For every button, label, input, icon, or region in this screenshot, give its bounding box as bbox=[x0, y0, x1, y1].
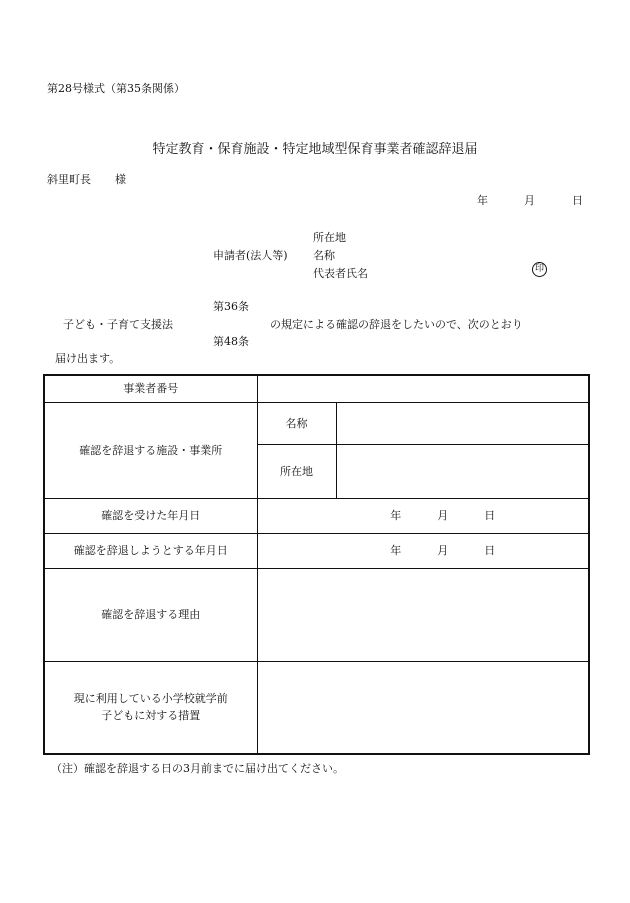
table-row bbox=[44, 375, 589, 402]
measures-label bbox=[44, 661, 257, 754]
table-row bbox=[44, 498, 589, 533]
addressee-honorific: 様 bbox=[115, 173, 126, 186]
facility-name-field bbox=[336, 402, 589, 444]
addressee-name: 斜里町長 bbox=[47, 173, 91, 186]
law-name: 子ども・子育て支援法 bbox=[63, 318, 173, 331]
confirmed-date-year: 年 bbox=[390, 509, 402, 522]
facility-label: 確認を辞退する施設・事業所 bbox=[44, 402, 257, 498]
statement-body: の規定による確認の辞退をしたいので、次のとおり bbox=[270, 318, 523, 331]
representative-name-label: 代表者氏名 bbox=[313, 267, 368, 280]
applicant-address-label: 所在地 bbox=[313, 231, 346, 244]
reason-field bbox=[257, 568, 589, 661]
table-row bbox=[44, 568, 589, 661]
confirmed-date-month: 月 bbox=[437, 509, 449, 522]
measures-field bbox=[257, 661, 589, 754]
business-number-label: 事業者番号 bbox=[44, 375, 257, 402]
footnote: （注）確認を辞退する日の3月前までに届け出てください。 bbox=[51, 762, 344, 775]
article-48: 第48条 bbox=[213, 335, 249, 348]
confirmed-date-field bbox=[257, 498, 589, 533]
facility-address-field bbox=[336, 444, 589, 498]
facility-address-label: 所在地 bbox=[257, 444, 336, 498]
withdrawal-form-table bbox=[43, 374, 590, 755]
applicant-name-label: 名称 bbox=[313, 249, 335, 262]
confirmed-date-day: 日 bbox=[484, 509, 496, 522]
table-row bbox=[44, 661, 589, 754]
date-month-label: 月 bbox=[524, 194, 535, 207]
table-row bbox=[44, 402, 589, 444]
measures-label-line1: 現に利用している小学校就学前 bbox=[73, 692, 228, 706]
withdraw-date-field bbox=[257, 533, 589, 568]
addressee bbox=[47, 171, 126, 187]
document-title: 特定教育・保育施設・特定地域型保育事業者確認辞退届 bbox=[152, 142, 478, 157]
measures-label-line2: 子どもに対する措置 bbox=[101, 709, 201, 723]
applicant-label: 申請者(法人等) bbox=[213, 249, 288, 262]
business-number-field bbox=[257, 375, 589, 402]
withdraw-date-year: 年 bbox=[390, 544, 402, 557]
withdraw-date-day: 日 bbox=[484, 544, 496, 557]
facility-name-label: 名称 bbox=[257, 402, 336, 444]
form-number: 第28号様式（第35条関係） bbox=[47, 82, 185, 95]
date-day-label: 日 bbox=[572, 194, 583, 207]
seal-mark: 印 bbox=[532, 262, 547, 277]
withdraw-date-label: 確認を辞退しようとする年月日 bbox=[44, 533, 257, 568]
statement-closing: 届け出ます。 bbox=[55, 352, 121, 365]
reason-label: 確認を辞退する理由 bbox=[44, 568, 257, 661]
table-row bbox=[44, 533, 589, 568]
withdraw-date-month: 月 bbox=[437, 544, 449, 557]
date-year-label: 年 bbox=[477, 194, 488, 207]
confirmed-date-label: 確認を受けた年月日 bbox=[44, 498, 257, 533]
article-36: 第36条 bbox=[213, 300, 249, 313]
